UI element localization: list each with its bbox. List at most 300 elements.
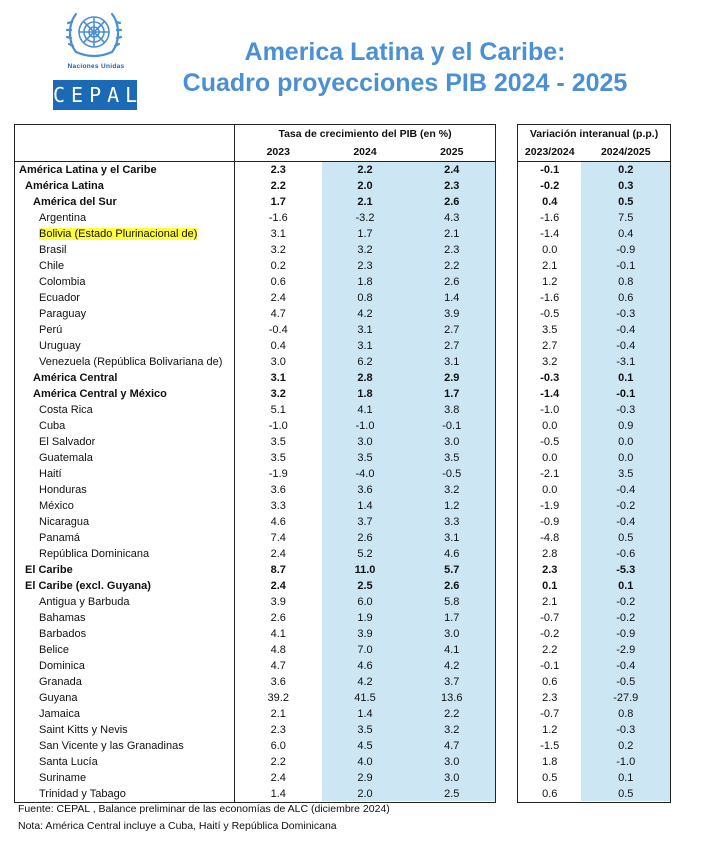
growth-value-2023: 7.4 [270, 532, 286, 544]
growth-value-2023: -1.9 [268, 468, 288, 480]
row-label: Jamaica [39, 708, 80, 720]
variation-row [518, 418, 671, 434]
variation-row [518, 162, 671, 179]
variation-value-2023-2024: 1.8 [542, 756, 558, 768]
growth-value-2025: 2.9 [444, 372, 460, 384]
growth-value-2023: 2.3 [270, 724, 286, 736]
variation-row [518, 274, 671, 290]
growth-value-2023: 2.3 [270, 164, 286, 176]
growth-value-2024: 3.9 [357, 628, 373, 640]
row-label: Bahamas [39, 612, 86, 624]
row-label-cell [15, 546, 235, 562]
table-row [15, 418, 496, 434]
variation-year-header: 2024/2025 [582, 143, 671, 162]
variation-value-2023-2024: 1.2 [542, 724, 558, 736]
row-label-cell [15, 786, 235, 803]
row-label: Saint Kitts y Nevis [39, 724, 128, 736]
row-label: San Vicente y las Granadinas [39, 740, 184, 752]
row-label: Perú [39, 324, 63, 336]
variation-value-2024-2025: 0.0 [618, 452, 634, 464]
row-label: Costa Rica [39, 404, 93, 416]
variation-row [518, 786, 671, 803]
growth-value-2024: 6.2 [357, 356, 373, 368]
variation-value-2024-2025: 0.8 [618, 276, 634, 288]
variation-value-2023-2024: -0.7 [540, 708, 560, 720]
variation-value-2023-2024: 2.3 [542, 564, 558, 576]
variation-row [518, 258, 671, 274]
row-label: Argentina [39, 212, 87, 224]
growth-value-2023: 4.1 [270, 628, 286, 640]
growth-value-2023: 3.1 [270, 372, 286, 384]
variation-row [518, 242, 671, 258]
table-row [15, 258, 496, 274]
row-label-cell [15, 770, 235, 786]
variation-value-2023-2024: -0.2 [540, 180, 560, 192]
variation-row [518, 770, 671, 786]
growth-table [14, 124, 496, 803]
variation-value-2024-2025: 0.1 [618, 580, 634, 592]
table-row [15, 178, 496, 194]
growth-value-2023: 8.7 [270, 564, 286, 576]
growth-value-2024: 4.0 [357, 756, 373, 768]
table-row [15, 162, 496, 179]
table-row [15, 274, 496, 290]
variation-value-2023-2024: -1.6 [540, 212, 560, 224]
year-header: 2024 [322, 143, 409, 162]
variation-value-2023-2024: 0.6 [542, 676, 558, 688]
variation-value-2024-2025: 0.2 [618, 164, 634, 176]
variation-value-2023-2024: -0.5 [540, 436, 560, 448]
variation-header: Variación interanual (p.p.) [529, 128, 659, 140]
variation-value-2023-2024: 0.0 [542, 484, 558, 496]
variation-value-2023-2024: 3.2 [542, 356, 558, 368]
variation-value-2023-2024: 1.2 [542, 276, 558, 288]
growth-value-2024: 41.5 [354, 692, 376, 704]
growth-value-2024: 2.2 [357, 164, 373, 176]
row-label-cell [15, 466, 235, 482]
growth-value-2024: 6.0 [357, 596, 373, 608]
variation-row [518, 690, 671, 706]
variation-value-2024-2025: -0.5 [616, 676, 636, 688]
growth-value-2025: 3.9 [444, 308, 460, 320]
variation-value-2024-2025: -0.4 [616, 324, 636, 336]
growth-value-2024: 4.2 [357, 308, 373, 320]
growth-value-2024: 3.2 [357, 244, 373, 256]
variation-value-2023-2024: 0.1 [542, 580, 558, 592]
variation-value-2024-2025: -0.4 [616, 484, 636, 496]
table-row [15, 514, 496, 530]
row-label-cell [15, 738, 235, 754]
variation-value-2023-2024: -0.7 [540, 612, 560, 624]
variation-value-2023-2024: -1.4 [540, 228, 560, 240]
row-label-cell [15, 242, 235, 258]
growth-value-2023: 4.8 [270, 644, 286, 656]
growth-value-2025: 13.6 [441, 692, 463, 704]
growth-value-2023: 4.7 [270, 660, 286, 672]
row-label-cell [15, 210, 235, 226]
variation-row [518, 594, 671, 610]
row-label-cell [15, 274, 235, 290]
table-row [15, 738, 496, 754]
table-row [15, 642, 496, 658]
growth-value-2025: 3.1 [444, 356, 460, 368]
row-label: América Latina y el Caribe [19, 164, 157, 176]
growth-value-2023: 3.2 [270, 388, 286, 400]
title-line-1: America Latina y el Caribe: [244, 38, 566, 66]
variation-value-2023-2024: -0.3 [540, 372, 560, 384]
variation-value-2023-2024: -4.8 [540, 532, 560, 544]
growth-value-2025: 2.1 [444, 228, 460, 240]
table-row [15, 658, 496, 674]
growth-value-2025: 3.5 [444, 452, 460, 464]
variation-value-2023-2024: 2.3 [542, 692, 558, 704]
row-label: Santa Lucía [39, 756, 98, 768]
growth-value-2025: 3.2 [444, 724, 460, 736]
table-row [15, 722, 496, 738]
table-row [15, 370, 496, 386]
row-label: Honduras [39, 484, 87, 496]
growth-value-2024: 1.8 [357, 388, 373, 400]
variation-row [518, 466, 671, 482]
growth-value-2024: 11.0 [354, 564, 376, 576]
variation-row [518, 738, 671, 754]
growth-value-2025: 4.6 [444, 548, 460, 560]
variation-header-row [518, 125, 671, 144]
variation-value-2023-2024: 0.5 [542, 772, 558, 784]
row-label: República Dominicana [39, 548, 150, 560]
growth-header-row [15, 125, 496, 144]
table-row [15, 402, 496, 418]
growth-value-2025: 2.3 [444, 244, 460, 256]
variation-value-2024-2025: 0.4 [618, 228, 634, 240]
variation-value-2023-2024: 2.1 [542, 260, 558, 272]
variation-value-2023-2024: 0.4 [542, 196, 558, 208]
growth-value-2025: 2.6 [444, 276, 460, 288]
row-label-cell [15, 722, 235, 738]
growth-value-2024: 1.4 [357, 708, 373, 720]
growth-value-2024: -4.0 [355, 468, 375, 480]
table-row [15, 754, 496, 770]
table-row [15, 498, 496, 514]
row-label: Belice [39, 644, 69, 656]
growth-value-2025: 2.6 [444, 580, 460, 592]
growth-value-2023: -1.0 [268, 420, 288, 432]
row-label: Guatemala [39, 452, 93, 464]
growth-value-2025: 2.5 [444, 788, 460, 800]
growth-value-2024: 1.9 [357, 612, 373, 624]
growth-value-2024: -1.0 [355, 420, 375, 432]
variation-row [518, 674, 671, 690]
variation-value-2024-2025: -5.3 [616, 564, 636, 576]
variation-value-2024-2025: -1.0 [616, 756, 636, 768]
table-row [15, 466, 496, 482]
row-label: Venezuela (República Bolivariana de) [39, 356, 223, 368]
row-label: Chile [39, 260, 65, 272]
variation-value-2024-2025: 0.5 [618, 196, 634, 208]
variation-value-2024-2025: -0.3 [616, 724, 636, 736]
variation-year-row [518, 143, 671, 162]
growth-value-2025: 4.1 [444, 644, 460, 656]
row-label: América del Sur [33, 196, 117, 208]
table-row [15, 322, 496, 338]
row-label: Haití [39, 468, 62, 480]
variation-value-2024-2025: 0.8 [618, 708, 634, 720]
growth-value-2023: 0.4 [270, 340, 286, 352]
variation-value-2023-2024: 2.2 [542, 644, 558, 656]
table-row [15, 706, 496, 722]
table-row [15, 194, 496, 210]
variation-value-2023-2024: 3.5 [542, 324, 558, 336]
variation-value-2024-2025: -0.1 [616, 260, 636, 272]
variation-table [517, 124, 671, 803]
growth-value-2025: 3.1 [444, 532, 460, 544]
growth-value-2025: -0.1 [442, 420, 462, 432]
variation-value-2023-2024: -0.2 [540, 628, 560, 640]
growth-value-2025: 2.3 [444, 180, 460, 192]
row-label-cell [15, 658, 235, 674]
growth-value-2023: -0.4 [268, 324, 288, 336]
growth-value-2024: -3.2 [355, 212, 375, 224]
variation-value-2024-2025: -2.9 [616, 644, 636, 656]
growth-value-2023: 2.2 [270, 756, 286, 768]
variation-row [518, 322, 671, 338]
growth-value-2024: 2.5 [357, 580, 373, 592]
variation-row [518, 450, 671, 466]
row-label-cell [15, 226, 235, 242]
growth-value-2024: 7.0 [357, 644, 373, 656]
growth-value-2025: -0.5 [442, 468, 462, 480]
growth-value-2024: 5.2 [357, 548, 373, 560]
row-label: El Caribe [25, 564, 73, 576]
variation-value-2023-2024: -1.4 [540, 388, 560, 400]
growth-value-2023: 3.5 [270, 436, 286, 448]
row-label-cell [15, 386, 235, 402]
variation-value-2023-2024: 2.8 [542, 548, 558, 560]
row-label: Guyana [39, 692, 78, 704]
table-row [15, 306, 496, 322]
row-label-cell [15, 354, 235, 370]
growth-value-2025: 3.3 [444, 516, 460, 528]
table-row [15, 290, 496, 306]
growth-value-2025: 2.4 [444, 164, 460, 176]
growth-value-2025: 2.2 [444, 708, 460, 720]
variation-value-2024-2025: -0.2 [616, 500, 636, 512]
variation-value-2024-2025: 0.5 [618, 788, 634, 800]
growth-value-2023: 4.7 [270, 308, 286, 320]
row-label-cell [15, 482, 235, 498]
variation-value-2023-2024: 0.0 [542, 420, 558, 432]
table-row [15, 626, 496, 642]
variation-row [518, 754, 671, 770]
variation-row [518, 546, 671, 562]
table-row [15, 594, 496, 610]
table-row [15, 482, 496, 498]
growth-value-2023: 3.9 [270, 596, 286, 608]
variation-value-2023-2024: -1.5 [540, 740, 560, 752]
growth-value-2023: 3.2 [270, 244, 286, 256]
variation-row [518, 706, 671, 722]
title-line-2: Cuadro proyecciones PIB 2024 - 2025 [182, 69, 628, 97]
row-label: Colombia [39, 276, 86, 288]
growth-value-2024: 3.7 [357, 516, 373, 528]
growth-header: Tasa de crecimiento del PIB (en %) [278, 128, 452, 140]
row-label: Brasil [39, 244, 67, 256]
growth-value-2023: 3.5 [270, 452, 286, 464]
variation-value-2024-2025: -0.3 [616, 308, 636, 320]
row-label: América Central y México [33, 388, 167, 400]
growth-value-2024: 3.1 [357, 324, 373, 336]
growth-value-2023: 6.0 [270, 740, 286, 752]
variation-row [518, 226, 671, 242]
row-label-cell [15, 562, 235, 578]
growth-value-2023: 0.2 [270, 260, 286, 272]
variation-value-2024-2025: -3.1 [616, 356, 636, 368]
variation-value-2024-2025: -0.6 [616, 548, 636, 560]
row-label-cell [15, 626, 235, 642]
growth-value-2023: 2.1 [270, 708, 286, 720]
table-row [15, 786, 496, 803]
variation-value-2024-2025: -0.9 [616, 244, 636, 256]
row-label: El Salvador [39, 436, 96, 448]
table-row [15, 770, 496, 786]
variation-row [518, 338, 671, 354]
table-row [15, 450, 496, 466]
variation-value-2023-2024: -1.0 [540, 404, 560, 416]
variation-value-2024-2025: 3.5 [618, 468, 634, 480]
variation-value-2023-2024: -0.1 [540, 164, 560, 176]
cepal-logo [48, 8, 144, 112]
variation-row [518, 386, 671, 402]
variation-row [518, 178, 671, 194]
row-label-cell [15, 306, 235, 322]
variation-value-2023-2024: -1.9 [540, 500, 560, 512]
variation-row [518, 722, 671, 738]
variation-value-2024-2025: -0.3 [616, 404, 636, 416]
row-label: Nicaragua [39, 516, 90, 528]
growth-value-2023: 3.3 [270, 500, 286, 512]
row-label-cell [15, 290, 235, 306]
page-title [160, 37, 650, 99]
growth-value-2023: 39.2 [267, 692, 289, 704]
growth-value-2025: 3.0 [444, 772, 460, 784]
header-blank [15, 125, 235, 144]
variation-row [518, 402, 671, 418]
growth-value-2025: 1.4 [444, 292, 460, 304]
variation-value-2023-2024: 2.1 [542, 596, 558, 608]
growth-value-2023: 2.4 [270, 580, 286, 592]
row-label-cell [15, 178, 235, 194]
variation-value-2024-2025: 0.5 [618, 532, 634, 544]
variation-row [518, 498, 671, 514]
table-row [15, 530, 496, 546]
growth-value-2023: 2.6 [270, 612, 286, 624]
growth-value-2025: 2.7 [444, 324, 460, 336]
growth-value-2024: 2.0 [357, 788, 373, 800]
growth-value-2024: 4.1 [357, 404, 373, 416]
growth-value-2025: 4.2 [444, 660, 460, 672]
growth-value-2024: 2.6 [357, 532, 373, 544]
row-label: Trinidad y Tabago [39, 788, 126, 800]
growth-value-2023: 2.4 [270, 292, 286, 304]
variation-row [518, 658, 671, 674]
variation-value-2024-2025: 0.9 [618, 420, 634, 432]
table-row [15, 674, 496, 690]
row-label-cell [15, 194, 235, 210]
variation-value-2024-2025: 0.1 [618, 372, 634, 384]
growth-value-2023: 3.0 [270, 356, 286, 368]
row-label-cell [15, 338, 235, 354]
header-blank-2 [15, 143, 235, 162]
row-label: Antigua y Barbuda [39, 596, 130, 608]
year-header: 2023 [235, 143, 322, 162]
footnote: Nota: América Central incluye a Cuba, Haití y República Dominicana [18, 820, 337, 832]
variation-year-header: 2023/2024 [518, 143, 582, 162]
variation-value-2024-2025: 7.5 [618, 212, 634, 224]
table-row [15, 386, 496, 402]
row-label: América Central [33, 372, 118, 384]
variation-value-2023-2024: 0.0 [542, 452, 558, 464]
row-label-cell [15, 578, 235, 594]
table-row [15, 562, 496, 578]
variation-value-2023-2024: -0.9 [540, 516, 560, 528]
year-header: 2025 [409, 143, 496, 162]
growth-value-2025: 3.0 [444, 436, 460, 448]
variation-value-2024-2025: 0.6 [618, 292, 634, 304]
variation-row [518, 210, 671, 226]
row-label: Barbados [39, 628, 87, 640]
growth-value-2023: 3.6 [270, 676, 286, 688]
growth-value-2024: 2.3 [357, 260, 373, 272]
variation-row [518, 610, 671, 626]
variation-row [518, 578, 671, 594]
row-label-cell [15, 674, 235, 690]
variation-value-2024-2025: -27.9 [613, 692, 639, 704]
growth-value-2024: 2.8 [357, 372, 373, 384]
row-label-cell [15, 258, 235, 274]
row-label-cell [15, 402, 235, 418]
table-row [15, 242, 496, 258]
row-label-cell [15, 322, 235, 338]
growth-value-2023: 3.6 [270, 484, 286, 496]
table-row [15, 338, 496, 354]
source-note: Fuente: CEPAL , Balance preliminar de las economías de ALC (diciembre 2024) [18, 803, 390, 815]
growth-value-2023: 2.2 [270, 180, 286, 192]
table-row [15, 690, 496, 706]
row-label: Paraguay [39, 308, 87, 320]
table-row [15, 354, 496, 370]
variation-value-2024-2025: -0.9 [616, 628, 636, 640]
table-row [15, 546, 496, 562]
variation-value-2024-2025: -0.2 [616, 612, 636, 624]
growth-value-2024: 2.0 [357, 180, 373, 192]
row-label-cell [15, 514, 235, 530]
growth-value-2025: 3.7 [444, 676, 460, 688]
growth-value-2025: 4.3 [444, 212, 460, 224]
growth-value-2025: 5.8 [444, 596, 460, 608]
variation-value-2024-2025: -0.1 [616, 388, 636, 400]
growth-value-2023: 1.7 [270, 196, 286, 208]
variation-row [518, 626, 671, 642]
variation-row [518, 642, 671, 658]
growth-value-2025: 3.8 [444, 404, 460, 416]
variation-value-2023-2024: -0.1 [540, 660, 560, 672]
growth-value-2025: 5.7 [444, 564, 460, 576]
row-label-cell [15, 370, 235, 386]
growth-value-2025: 4.7 [444, 740, 460, 752]
growth-value-2023: 1.4 [270, 788, 286, 800]
growth-value-2023: -1.6 [268, 212, 288, 224]
row-label: Suriname [39, 772, 87, 784]
